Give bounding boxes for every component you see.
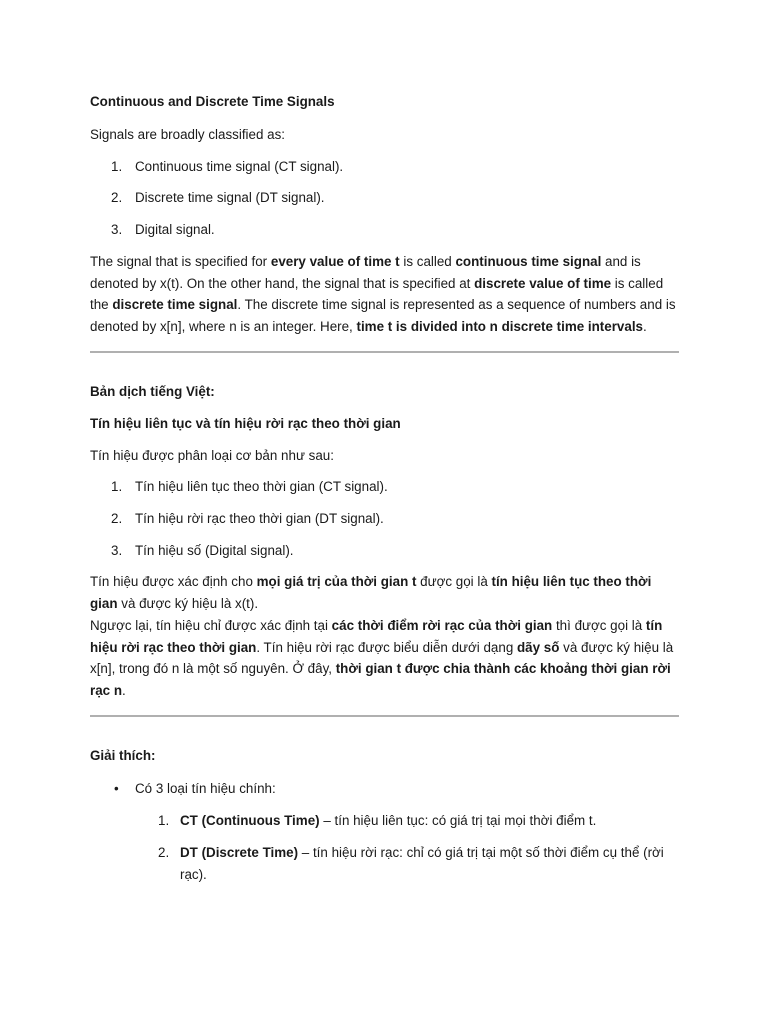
- translation-title: Tín hiệu liên tục và tín hiệu rời rạc theo thời gian: [90, 415, 401, 431]
- list-number: 2.: [111, 190, 123, 206]
- bullet-icon: •: [114, 780, 119, 796]
- section-divider: [90, 715, 679, 717]
- bold-run: discrete time signal: [112, 297, 238, 313]
- list-item: [90, 540, 680, 562]
- list-text: Continuous time signal (CT signal).: [135, 158, 344, 174]
- bold-run: thời gian t được chia thành các khoảng thời gian rời rạc n: [90, 661, 671, 698]
- list-number: 3.: [111, 542, 123, 558]
- list-number: 2.: [158, 845, 170, 861]
- text-run: – tín hiệu rời rạc: chỉ có giá trị tại một số thời điểm cụ thể (rời rạc).: [180, 845, 664, 882]
- bold-run: DT (Discrete Time): [180, 845, 299, 861]
- text-run: . The discrete time signal is represented as a sequence of numbers and is denoted by x[n], where n is an integer. Here,: [90, 297, 676, 334]
- text-run: and is denoted by x(t). On the other hand, the signal that is specified at: [90, 253, 641, 291]
- text-run: thì được gọi là: [552, 617, 646, 633]
- bold-run: tín hiệu rời rạc theo thời gian: [90, 617, 663, 655]
- text-run: is called the: [90, 275, 664, 313]
- translation-paragraph-2: [90, 615, 680, 702]
- text-run: được gọi là: [416, 574, 492, 590]
- text-run: Tín hiệu được xác định cho: [90, 574, 257, 590]
- explanation-heading: Giải thích:: [90, 747, 156, 763]
- text-run: và được ký hiệu là x(t).: [117, 596, 259, 612]
- translation-paragraph-1: [90, 571, 680, 614]
- list-number: 3.: [111, 222, 123, 238]
- section-title: Continuous and Discrete Time Signals: [90, 94, 335, 109]
- intro-text: Signals are broadly classified as:: [90, 127, 286, 142]
- bold-run: dãy số: [517, 639, 560, 655]
- section-divider: [90, 351, 679, 353]
- list-text: Tín hiệu rời rạc theo thời gian (DT signal).: [135, 511, 384, 527]
- translation-intro: Tín hiệu được phân loại cơ bản như sau:: [90, 447, 334, 463]
- list-item: [90, 476, 680, 498]
- bold-run: mọi giá trị của thời gian t: [256, 574, 417, 590]
- bold-run: continuous time signal: [455, 253, 602, 269]
- list-item: [90, 508, 680, 530]
- text-run: .: [122, 682, 126, 698]
- explanation-list: [90, 778, 680, 800]
- text-run: . Tín hiệu rời rạc được biểu diễn dưới dạng: [256, 639, 517, 655]
- bold-run: các thời điểm rời rạc của thời gian: [331, 617, 553, 633]
- bullet-item: [90, 778, 680, 800]
- list-item: [90, 156, 680, 178]
- list-text: Discrete time signal (DT signal).: [135, 190, 325, 206]
- list-item: [90, 219, 680, 241]
- signal-list: [90, 156, 680, 241]
- text-run: The signal that is specified for: [90, 253, 271, 269]
- signal-type-sublist: [90, 810, 680, 885]
- text-run: is called: [399, 253, 456, 269]
- list-number: 1.: [111, 158, 123, 174]
- translation-list: [90, 476, 680, 561]
- translation-heading: Bản dịch tiếng Việt:: [90, 383, 215, 399]
- document-content: [90, 92, 680, 885]
- list-text: Tín hiệu liên tục theo thời gian (CT signal).: [135, 479, 388, 495]
- bold-run: time t is divided into n discrete time intervals: [356, 318, 643, 334]
- text-run: .: [643, 318, 647, 334]
- bold-run: CT (Continuous Time): [180, 813, 320, 829]
- bullet-text: Có 3 loại tín hiệu chính:: [135, 780, 276, 796]
- bold-run: every value of time t: [270, 253, 400, 269]
- text-run: Ngược lại, tín hiệu chỉ được xác định tại: [90, 617, 332, 633]
- text-run: và được ký hiệu là x[n], trong đó n là một số nguyên. Ở đây,: [90, 639, 674, 677]
- list-number: 1.: [158, 813, 170, 829]
- bold-run: tín hiệu liên tục theo thời gian: [90, 574, 652, 612]
- definition-paragraph: [90, 251, 680, 338]
- text-run: – tín hiệu liên tục: có giá trị tại mọi thời điểm t.: [319, 813, 597, 829]
- list-text: Digital signal.: [135, 222, 215, 238]
- list-number: 1.: [111, 479, 123, 495]
- list-text: Tín hiệu số (Digital signal).: [135, 542, 294, 558]
- bold-run: discrete value of time: [474, 275, 612, 291]
- list-item: [90, 187, 680, 209]
- list-number: 2.: [111, 511, 123, 527]
- sublist-item: [90, 810, 680, 832]
- sublist-item: [90, 842, 680, 885]
